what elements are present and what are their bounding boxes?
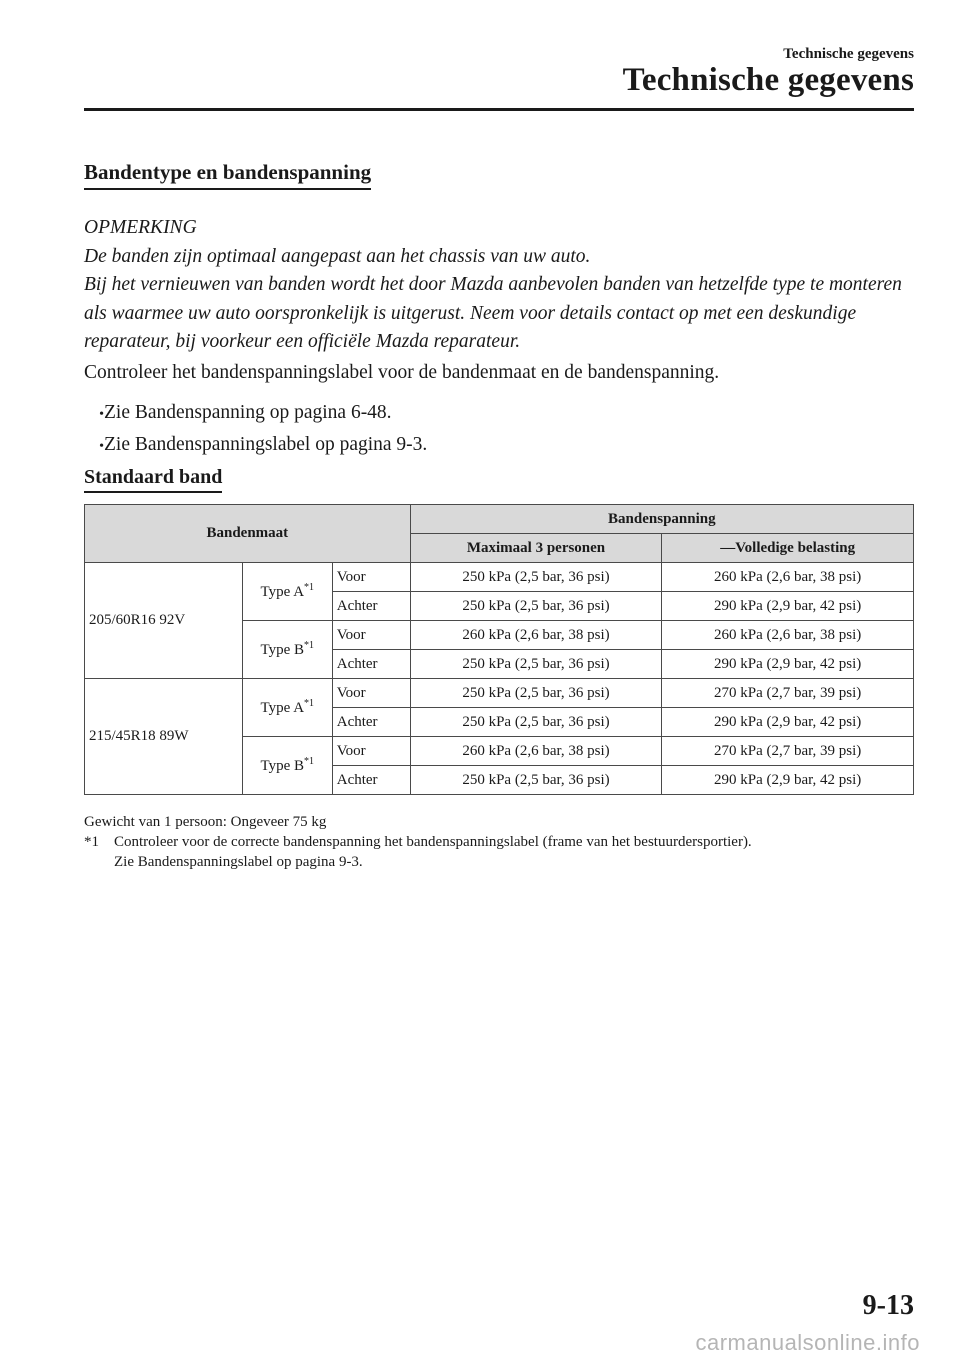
pressure-full-cell: 270 kPa (2,7 bar, 39 psi) <box>662 737 914 766</box>
note-line-2: Bij het vernieuwen van banden wordt het door Mazda aanbevolen banden van hetzelfde type te monteren als waarmee uw auto oorspronkelijk is uitgerust. Neem voor details contact op met een deskundige reparateur, bij voorkeur een officiële Mazda reparateur. <box>84 274 902 352</box>
footnote-text: Controleer voor de correcte bandenspanning het bandenspanningslabel (frame van het bestuurdersportier). <box>114 834 752 850</box>
tyre-type-cell: Type $B^{*1}$ <box>242 737 332 795</box>
subsection-title: Standaard band <box>84 466 222 493</box>
footnote-item <box>84 832 924 852</box>
axle-cell: Voor <box>332 737 410 766</box>
pressure-max3-cell: 250 kPa (2,5 bar, 36 psi) <box>410 708 662 737</box>
footnote-ref: *1 <box>304 640 315 651</box>
bullet-item <box>84 430 427 462</box>
bullet-list <box>84 398 427 462</box>
axle-cell: Voor <box>332 679 410 708</box>
footnote-item <box>84 852 924 872</box>
pressure-full-cell: 260 kPa (2,6 bar, 38 psi) <box>662 563 914 592</box>
axle-cell: Achter <box>332 592 410 621</box>
tyre-pressure-table <box>84 504 914 795</box>
footnote-ref: *1 <box>304 698 315 709</box>
footnote-ref: *1 <box>304 582 315 593</box>
axle-cell: Voor <box>332 621 410 650</box>
tyre-type-cell: Type $A^{*1}$ <box>242 679 332 737</box>
note-line-1: De banden zijn optimaal aangepast aan het chassis van uw auto. <box>84 245 591 267</box>
body-paragraph: Controleer het bandenspanningslabel voor de bandenmaat en de bandenspanning. <box>84 362 720 383</box>
pressure-full-cell: 290 kPa (2,9 bar, 42 psi) <box>662 766 914 795</box>
note-block <box>84 214 924 357</box>
pressure-max3-cell: 260 kPa (2,6 bar, 38 psi) <box>410 737 662 766</box>
tyre-type-cell: Type $A^{*1}$ <box>242 563 332 621</box>
pressure-full-cell: 270 kPa (2,7 bar, 39 psi) <box>662 679 914 708</box>
bullet-link-text: Zie Bandenspanningslabel op pagina 9-3. <box>104 434 428 455</box>
pressure-max3-cell: 250 kPa (2,5 bar, 36 psi) <box>410 679 662 708</box>
footnote-mark: *1 <box>84 834 99 850</box>
pressure-max3-cell: 250 kPa (2,5 bar, 36 psi) <box>410 650 662 679</box>
table-header-row <box>85 505 914 534</box>
footnote-weight: Gewicht van 1 persoon: Ongeveer 75 kg <box>84 814 327 830</box>
pressure-full-cell: 290 kPa (2,9 bar, 42 psi) <box>662 650 914 679</box>
header-full-load: —Volledige belasting <box>662 534 914 563</box>
running-header-title: Technische gegevens <box>622 62 914 98</box>
axle-cell: Voor <box>332 563 410 592</box>
running-header-small: Technische gegevens <box>783 46 914 62</box>
tyre-size-cell: 215/45R18 89W <box>85 679 243 795</box>
note-label: OPMERKING <box>84 217 197 238</box>
footnotes <box>84 812 924 872</box>
pressure-max3-cell: 250 kPa (2,5 bar, 36 psi) <box>410 563 662 592</box>
bullet-icon: • <box>99 407 104 422</box>
table-row <box>85 679 914 708</box>
pressure-full-cell: 260 kPa (2,6 bar, 38 psi) <box>662 621 914 650</box>
pressure-full-cell: 290 kPa (2,9 bar, 42 psi) <box>662 592 914 621</box>
pressure-full-cell: 290 kPa (2,9 bar, 42 psi) <box>662 708 914 737</box>
header-max3: Maximaal 3 personen <box>410 534 662 563</box>
tyre-size-cell: 205/60R16 92V <box>85 563 243 679</box>
pressure-max3-cell: 250 kPa (2,5 bar, 36 psi) <box>410 766 662 795</box>
bullet-link-text: Zie Bandenspanning op pagina 6-48. <box>104 402 392 423</box>
section-title: Bandentype en bandenspanning <box>84 160 371 190</box>
header-size: Bandenmaat <box>85 505 411 563</box>
header-pressure: Bandenspanning <box>410 505 913 534</box>
tyre-type-cell: Type $B^{*1}$ <box>242 621 332 679</box>
watermark: carmanualsonline.info <box>695 1330 920 1355</box>
table-row <box>85 563 914 592</box>
bullet-item <box>84 398 427 430</box>
pressure-max3-cell: 250 kPa (2,5 bar, 36 psi) <box>410 592 662 621</box>
header-divider <box>84 108 914 111</box>
footnote-text: Zie Bandenspanningslabel op pagina 9-3. <box>114 854 363 870</box>
page-number: 9-13 <box>862 1290 914 1321</box>
axle-cell: Achter <box>332 766 410 795</box>
footnote-ref: *1 <box>304 756 315 767</box>
axle-cell: Achter <box>332 708 410 737</box>
bullet-icon: • <box>99 439 104 454</box>
axle-cell: Achter <box>332 650 410 679</box>
pressure-max3-cell: 260 kPa (2,6 bar, 38 psi) <box>410 621 662 650</box>
